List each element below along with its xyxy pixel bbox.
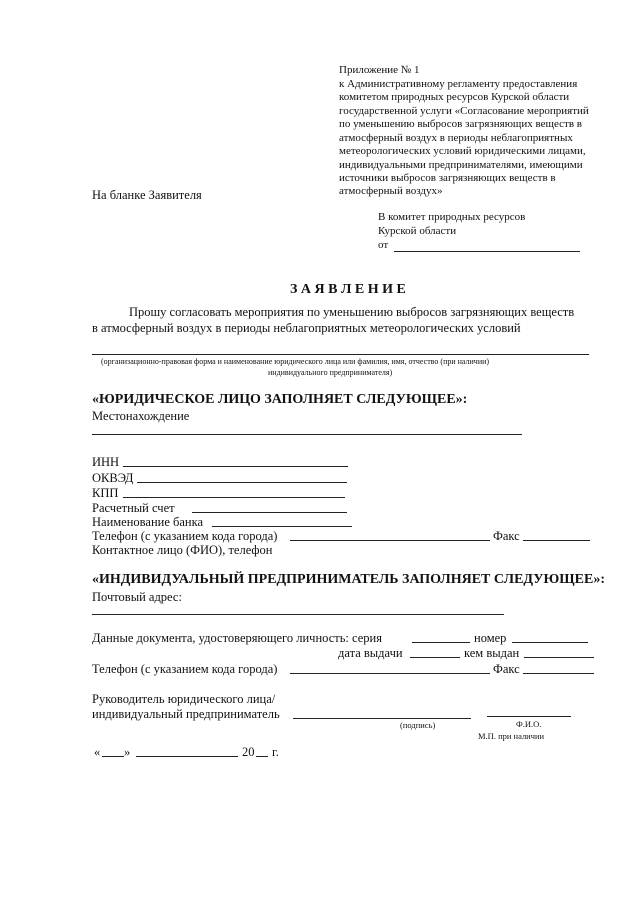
legal-kpp-label: КПП [92,486,119,500]
legal-location-field[interactable] [92,434,522,435]
individual-postal-label: Почтовый адрес: [92,590,182,604]
legal-inn-label: ИНН [92,455,120,469]
legal-phone-label: Телефон (с указанием кода города) [92,529,278,543]
letterhead-note: На бланке Заявителя [92,188,202,202]
legal-section-heading: «ЮРИДИЧЕСКОЕ ЛИЦО ЗАПОЛНЯЕТ СЛЕДУЮЩЕЕ»: [92,392,468,407]
individual-fax-label: Факс [493,662,520,676]
legal-location-label: Местонахождение [92,409,190,423]
date-year-field[interactable] [256,756,268,757]
addressee-line1: В комитет природных ресурсов [378,211,526,223]
applicant-name-field[interactable] [92,354,589,355]
signature-caption: (подпись) [400,720,436,730]
date-day-field[interactable] [102,756,124,757]
date-close-quote: » [124,745,131,759]
date-year-prefix: 20 [242,745,255,759]
signature-line2: индивидуальный предприниматель [92,707,280,721]
individual-series-field[interactable] [412,642,470,643]
document-title: З А Я В Л Е Н И Е [290,282,406,297]
legal-bank-field[interactable] [212,526,352,527]
individual-issued-by-field[interactable] [524,657,594,658]
individual-phone-field[interactable] [290,673,490,674]
appendix-line: по уменьшению выбросов загрязняющих веществ в [339,118,582,130]
appendix-line: атмосферный воздух в периоды неблагоприятных [339,132,573,144]
legal-bank-label: Наименование банка [92,515,204,529]
individual-issued-by-label: кем выдан [464,646,520,660]
date-open-quote: « [94,745,101,759]
signature-field[interactable] [293,718,471,719]
date-month-field[interactable] [136,756,238,757]
appendix-line: атмосферный воздух» [339,185,443,197]
name-caption: Ф.И.О. [516,719,542,729]
legal-fax-field[interactable] [523,540,590,541]
individual-id-label: Данные документа, удостоверяющего личность: серия [92,631,382,645]
addressee-from-label: от [378,239,389,251]
appendix-line: комитетом природных ресурсов Курской области [339,91,570,103]
individual-postal-field[interactable] [92,614,504,615]
individual-number-field[interactable] [512,642,588,643]
appendix-line: Приложение № 1 [339,64,420,76]
signature-line1: Руководитель юридического лица/ [92,692,276,706]
appendix-line: метеорологических условий юридическими лицами, [339,145,586,157]
legal-okved-label: ОКВЭД [92,471,134,485]
addressee-line2: Курской области [378,225,457,237]
individual-phone-label: Телефон (с указанием кода города) [92,662,278,676]
legal-inn-field[interactable] [123,466,348,467]
stamp-note: М.П. при наличии [478,731,545,741]
legal-fax-label: Факс [493,529,520,543]
legal-contact-label: Контактное лицо (ФИО), телефон [92,543,273,557]
legal-kpp-field[interactable] [123,497,345,498]
individual-section-heading: «ИНДИВИДУАЛЬНЫЙ ПРЕДПРИНИМАТЕЛЬ ЗАПОЛНЯЕТ СЛЕДУЮЩЕЕ»: [92,572,605,587]
legal-account-field[interactable] [192,512,347,513]
applicant-caption-line2: индивидуального предпринимателя) [268,368,393,377]
individual-number-label: номер [474,631,507,645]
individual-issue-date-label: дата выдачи [338,646,403,660]
signature-name-field[interactable] [487,716,571,717]
appendix-line: государственной услуги «Согласование мероприятий [339,105,589,117]
legal-okved-field[interactable] [137,482,347,483]
legal-phone-field[interactable] [290,540,490,541]
request-line2: в атмосферный воздух в периоды неблагоприятных метеорологических условий [92,321,521,335]
legal-account-label: Расчетный счет [92,501,175,515]
appendix-line: источники выбросов загрязняющих веществ в [339,172,556,184]
appendix-line: индивидуальными предпринимателями, имеющими [339,159,583,171]
addressee-from-field[interactable] [394,251,580,252]
appendix-line: к Административному регламенту предоставления [339,78,578,90]
applicant-caption-line1: (организационно-правовая форма и наименование юридического лица или фамилия, имя, отчество (при наличии) [101,357,490,366]
individual-issue-date-field[interactable] [410,657,460,658]
request-line1: Прошу согласовать мероприятия по уменьшению выбросов загрязняющих веществ [129,305,575,319]
individual-fax-field[interactable] [523,673,594,674]
date-year-suffix: г. [272,745,279,759]
